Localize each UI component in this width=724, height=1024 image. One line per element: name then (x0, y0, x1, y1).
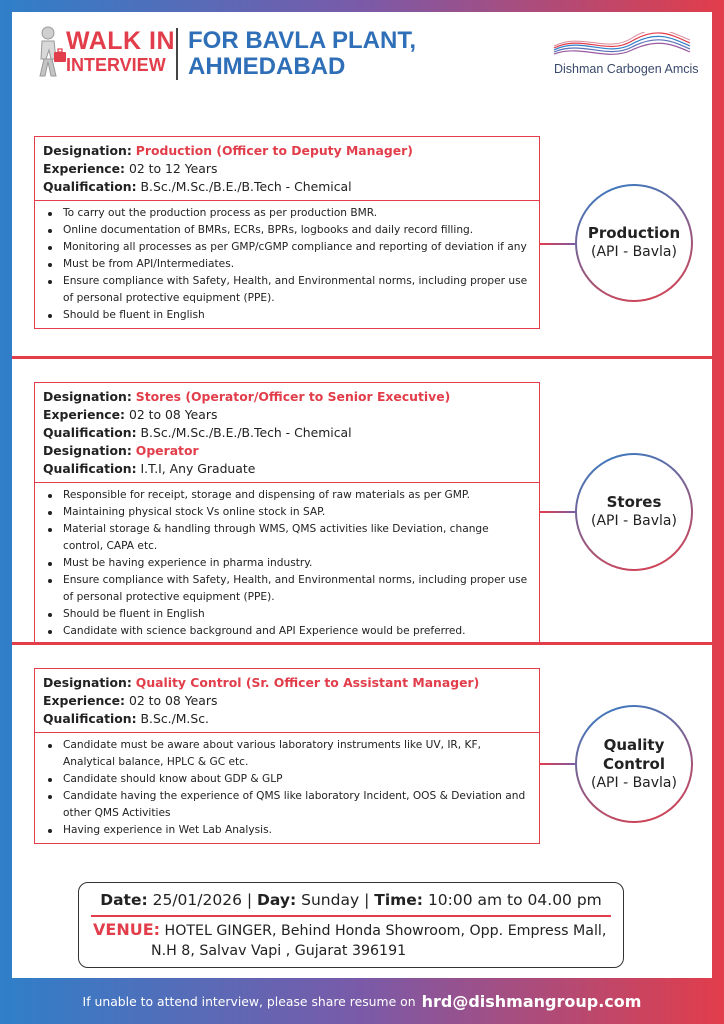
experience-label: Experience: (43, 693, 126, 708)
designation-value: Stores (Operator/Officer to Senior Executive) (135, 389, 451, 404)
walkin-line2: INTERVIEW (66, 55, 166, 75)
section-quality-control (12, 642, 712, 884)
production-bullets (35, 201, 539, 328)
experience-row (43, 406, 531, 424)
connector-line (540, 763, 576, 765)
designation-label: Designation: (43, 443, 132, 458)
company-logo (552, 32, 699, 82)
designation2-row (43, 442, 531, 460)
qualification-row (43, 424, 531, 442)
plant-line1: FOR BAVLA PLANT, (188, 27, 416, 54)
experience-row (43, 692, 531, 710)
day-value: Sunday (301, 891, 360, 909)
list-item: Material storage & handling through WMS, QMS activities like Deviation, change control, CAPA etc. (45, 521, 529, 555)
plant-title (188, 28, 416, 80)
qc-header (35, 669, 539, 733)
designation-value: Production (Officer to Deputy Manager) (135, 143, 413, 158)
qualification-row (43, 710, 531, 728)
designation-row (43, 142, 531, 160)
circle-title-line2: Control (602, 754, 665, 773)
designation-label: Designation: (43, 389, 132, 404)
connector-line (540, 511, 576, 513)
footer-text: If unable to attend interview, please share resume on (82, 993, 416, 1009)
list-item: To carry out the production process as per production BMR. (45, 205, 529, 222)
walkin-line1: WALK IN (66, 27, 176, 55)
section-stores (12, 356, 712, 642)
qualification-value: B.Sc./M.Sc./B.E./B.Tech - Chemical (140, 179, 352, 194)
list-item: Maintaining physical stock Vs online stock in SAP. (45, 504, 529, 521)
header-divider (176, 28, 178, 80)
list-item: Must be from API/Intermediates. (45, 256, 529, 273)
designation2-value: Operator (135, 443, 199, 458)
qc-circle (575, 705, 693, 823)
connector-line (540, 243, 576, 245)
qualification-label: Qualification: (43, 179, 137, 194)
stores-header (35, 383, 539, 483)
qualification-row (43, 178, 531, 196)
experience-value: 02 to 08 Years (128, 693, 218, 708)
list-item: Monitoring all processes as per GMP/cGMP compliance and reporting of deviation if any (45, 239, 529, 256)
qualification-label: Qualification: (43, 425, 137, 440)
circle-subtitle: (API - Bavla) (591, 774, 677, 791)
qualification2-row (43, 460, 531, 478)
circle-title: Stores (606, 493, 662, 511)
section-production (12, 108, 712, 356)
separator: | (364, 891, 370, 909)
qualification-label: Qualification: (43, 711, 137, 726)
experience-row (43, 160, 531, 178)
plant-line2: AHMEDABAD (188, 53, 346, 80)
footer-email-link[interactable]: hrd@dishmangroup.com (421, 991, 642, 1011)
walking-person-icon (30, 26, 70, 82)
time-value: 10:00 am to 04.00 pm (427, 891, 602, 909)
experience-label: Experience: (43, 161, 126, 176)
list-item: Should be fluent in English (45, 307, 529, 324)
venue-line1: HOTEL GINGER, Behind Honda Showroom, Opp. Empress Mall, (164, 922, 607, 939)
designation-label: Designation: (43, 675, 132, 690)
day-label: Day: (257, 891, 297, 909)
stores-info-box (34, 382, 540, 645)
header (12, 12, 712, 108)
venue-line2: N.H 8, Salvav Vapi , Gujarat 396191 (151, 942, 407, 959)
experience-label: Experience: (43, 407, 126, 422)
qualification-value: B.Sc./M.Sc. (140, 711, 209, 726)
list-item: Should be fluent in English (45, 606, 529, 623)
list-item: Responsible for receipt, storage and dispensing of raw materials as per GMP. (45, 487, 529, 504)
production-info-box (34, 136, 540, 329)
production-header (35, 137, 539, 201)
qualification-label: Qualification: (43, 461, 137, 476)
venue-line2-row (91, 941, 611, 961)
qc-info-box (34, 668, 540, 844)
designation-row (43, 388, 531, 406)
list-item: Ensure compliance with Safety, Health, and Environmental norms, including proper use of personal protective equipment (PPE). (45, 273, 529, 307)
list-item: Candidate with science background and API Experience would be preferred. (45, 623, 529, 640)
list-item: Having experience in Wet Lab Analysis. (45, 822, 529, 839)
list-item: Candidate having the experience of QMS like laboratory Incident, OOS & Deviation and other QMS Activities (45, 788, 529, 822)
flyer-page (12, 12, 712, 978)
designation-value: Quality Control (Sr. Officer to Assistant Manager) (135, 675, 480, 690)
date-value: 25/01/2026 (152, 891, 242, 909)
circle-subtitle: (API - Bavla) (591, 513, 677, 529)
circle-title-line1: Quality (603, 735, 665, 754)
list-item: Ensure compliance with Safety, Health, and Environmental norms, including proper use of personal protective equipment (PPE). (45, 572, 529, 606)
stores-bullets (35, 483, 539, 644)
footer (0, 978, 724, 1024)
separator: | (246, 891, 253, 909)
circle-title: Production (587, 224, 681, 242)
date-label: Date: (100, 891, 148, 909)
list-item: Online documentation of BMRs, ECRs, BPRs, logbooks and daily record filling. (45, 222, 529, 239)
production-circle (575, 184, 693, 302)
schedule-divider (91, 915, 611, 917)
list-item: Must be having experience in pharma industry. (45, 555, 529, 572)
designation-row (43, 674, 531, 692)
list-item: Candidate should know about GDP & GLP (45, 771, 529, 788)
stores-circle (575, 453, 693, 571)
schedule-row (91, 889, 611, 911)
logo-text: Dishman Carbogen Amcis (554, 62, 699, 76)
schedule-box (78, 882, 624, 968)
designation-label: Designation: (43, 143, 132, 158)
wave-logo-icon (552, 32, 692, 60)
qc-bullets (35, 733, 539, 843)
qualification2-value: I.T.I, Any Graduate (140, 461, 256, 476)
qualification-value: B.Sc./M.Sc./B.E./B.Tech - Chemical (140, 425, 352, 440)
experience-value: 02 to 12 Years (128, 161, 218, 176)
venue-label: VENUE: (93, 919, 161, 939)
time-label: Time: (374, 891, 423, 909)
experience-value: 02 to 08 Years (128, 407, 218, 422)
circle-subtitle: (API - Bavla) (591, 244, 677, 260)
venue (91, 920, 611, 941)
walkin-title (66, 28, 175, 76)
list-item: Candidate must be aware about various laboratory instruments like UV, IR, KF, Analytical balance, HPLC & GC etc. (45, 737, 529, 771)
